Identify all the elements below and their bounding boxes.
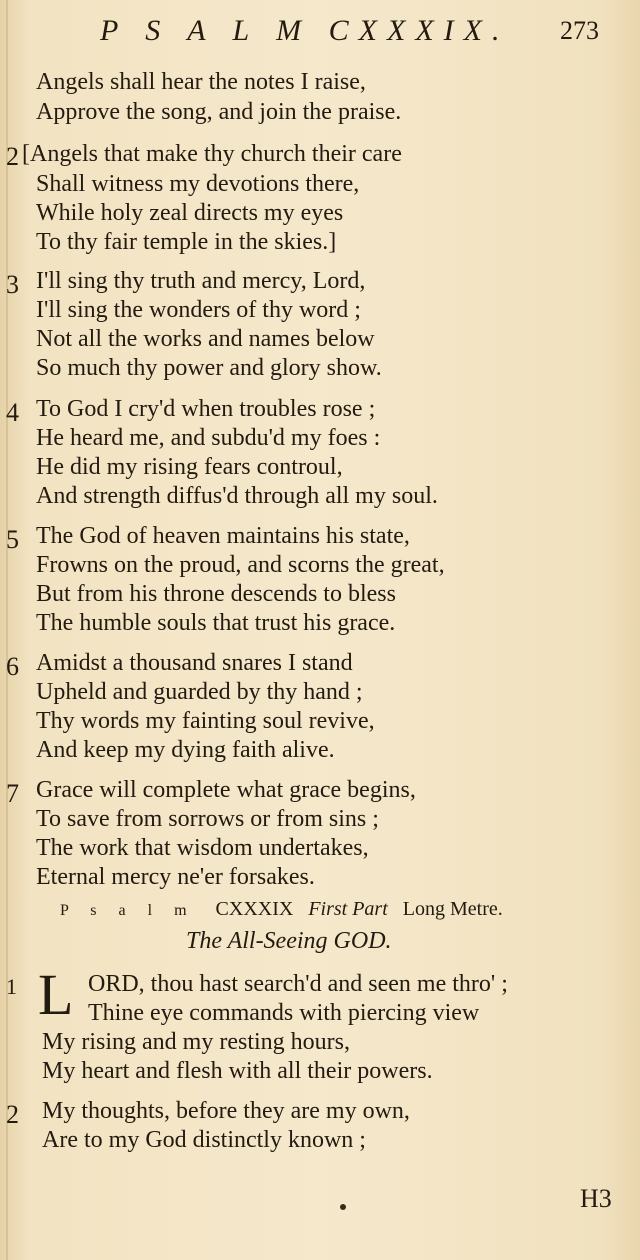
verse-line: The work that wisdom undertakes, [36, 835, 369, 861]
psalm-numeral: CXXXIX [215, 898, 294, 920]
drop-cap: L [38, 962, 74, 1027]
stanza-number: 2 [6, 142, 19, 171]
verse-line: Frowns on the proud, and scorns the great, [36, 552, 445, 578]
stanza-number: 4 [6, 398, 19, 427]
page-number: 273 [560, 16, 599, 45]
verse-line: He did my rising fears controul, [36, 454, 343, 480]
part-name: First Part [308, 898, 388, 920]
verse-line: Grace will complete what grace begins, [36, 777, 416, 803]
verse-line: Angels shall hear the notes I raise, [36, 69, 366, 95]
verse-line: Amidst a thousand snares I stand [36, 650, 353, 676]
verse-line: He heard me, and subdu'd my foes : [36, 425, 381, 451]
stanza-number: 6 [6, 652, 19, 681]
verse-line: To save from sorrows or from sins ; [36, 806, 379, 832]
stanza-number: 5 [6, 525, 19, 554]
running-head [0, 14, 640, 54]
page-edge [6, 0, 8, 1260]
verse-line: Not all the works and names below [36, 326, 375, 352]
verse-line: I'll sing the wonders of thy word ; [36, 297, 361, 323]
verse-line: While holy zeal directs my eyes [36, 200, 344, 226]
verse-line: [Angels that make thy church their care [22, 141, 402, 167]
metre-label: Long Metre. [402, 898, 503, 920]
ink-speck [340, 1204, 346, 1210]
verse-line: And strength diffus'd through all my soul. [36, 483, 438, 509]
verse-line: The God of heaven maintains his state, [36, 523, 410, 549]
verse-line: Are to my God distinctly known ; [42, 1127, 366, 1153]
verse-line: Upheld and guarded by thy hand ; [36, 679, 363, 705]
signature-mark: H3 [580, 1184, 612, 1213]
part-heading [60, 898, 503, 921]
verse-line: Shall witness my devotions there, [36, 171, 360, 197]
verse-line: ORD, thou hast search'd and seen me thro' ; [88, 971, 508, 997]
verse-line: Thy words my fainting soul revive, [36, 708, 375, 734]
verse-line: My thoughts, before they are my own, [42, 1098, 410, 1124]
verse-line: My heart and flesh with all their powers. [42, 1058, 433, 1084]
verse-line: My rising and my resting hours, [42, 1029, 350, 1055]
verse-line: Thine eye commands with piercing view [88, 1000, 480, 1026]
stanza-number: 7 [6, 779, 19, 808]
verse-line: To thy fair temple in the skies.] [36, 229, 337, 255]
verse-line: So much thy power and glory show. [36, 355, 382, 381]
psalm-subtitle: The All-Seeing GOD. [186, 928, 392, 954]
verse-line: The humble souls that trust his grace. [36, 610, 396, 636]
verse-line: Approve the song, and join the praise. [36, 99, 402, 125]
verse-line: To God I cry'd when troubles rose ; [36, 396, 376, 422]
verse-line: Eternal mercy ne'er forsakes. [36, 864, 315, 890]
stanza-number: 2 [6, 1100, 19, 1129]
verse-line: I'll sing thy truth and mercy, Lord, [36, 268, 366, 294]
psalm-label: P s a l m [60, 902, 196, 919]
verse-line: But from his throne descends to bless [36, 581, 396, 607]
verse-line: And keep my dying faith alive. [36, 737, 335, 763]
stanza-number: 3 [6, 270, 19, 299]
stanza-number: 1 [6, 974, 17, 999]
running-title: P S A L M CXXXIX. [100, 14, 510, 47]
